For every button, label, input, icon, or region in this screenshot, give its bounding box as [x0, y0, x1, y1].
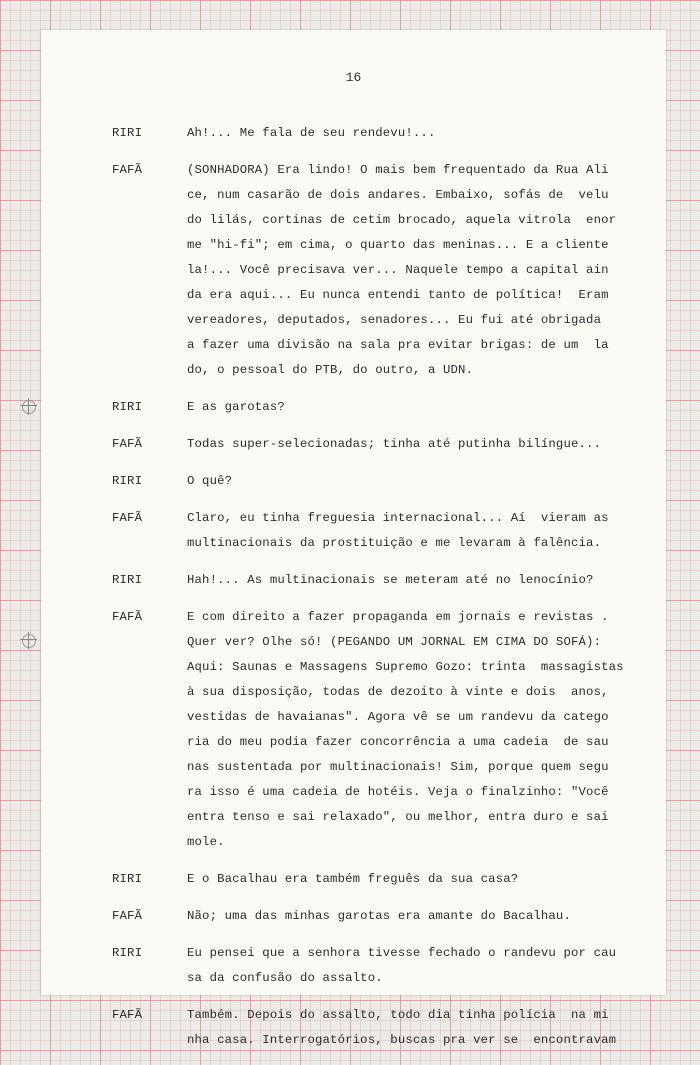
dialogue-entry	[41, 867, 666, 892]
dialogue-line: do lilás, cortinas de cetim brocado, aquela vitrola enor	[187, 213, 617, 227]
dialogue-line: E com direito a fazer propaganda em jornais e revistas .	[187, 610, 609, 624]
dialogue-line: me "hi-fi"; em cima, o quarto das meninas... E a cliente	[187, 238, 609, 252]
dialogue-entry	[41, 941, 666, 991]
dialogue-line: entra tenso e sai relaxado", ou melhor, entra duro e sai	[187, 810, 609, 824]
dialogue-text	[187, 867, 666, 892]
dialogue-line: sa da confusão do assalto.	[187, 971, 383, 985]
dialogue-line: mole.	[187, 835, 225, 849]
speaker-name: FAFÃ	[112, 610, 143, 624]
dialogue-text	[187, 395, 666, 420]
speaker-name: RIRI	[112, 126, 143, 140]
dialogue-line: Não; uma das minhas garotas era amante do Bacalhau.	[187, 909, 571, 923]
dialogue-entry	[41, 605, 666, 855]
speaker-name: FAFÃ	[112, 163, 143, 177]
dialogue-line: à sua disposição, todas de dezoito à vinte e dois anos,	[187, 685, 609, 699]
dialogue-entry	[41, 1003, 666, 1053]
dialogue-line: Hah!... As multinacionais se meteram até no lenocínio?	[187, 573, 594, 587]
registration-mark-icon	[22, 634, 36, 648]
dialogue-line: (SONHADORA) Era lindo! O mais bem frequentado da Rua Ali	[187, 163, 609, 177]
dialogue-line: do, o pessoal do PTB, do outro, a UDN.	[187, 363, 474, 377]
speaker-name: RIRI	[112, 474, 143, 488]
speaker-name: RIRI	[112, 946, 143, 960]
dialogue-entry	[41, 568, 666, 593]
dialogue-entry	[41, 506, 666, 556]
dialogue-text	[187, 121, 666, 146]
dialogue-line: ce, num casarão de dois andares. Embaixo, sofás de velu	[187, 188, 609, 202]
dialogue-text	[187, 506, 666, 556]
script-page	[41, 30, 666, 1047]
speaker-name: FAFÃ	[112, 1008, 143, 1022]
speaker-name: FAFÃ	[112, 511, 143, 525]
dialogue-text	[187, 605, 666, 855]
dialogue-entry	[41, 432, 666, 457]
speaker-name: RIRI	[112, 400, 143, 414]
speaker-name: FAFÃ	[112, 437, 143, 451]
speaker-name: RIRI	[112, 573, 143, 587]
dialogue-entry	[41, 121, 666, 146]
dialogue-entry	[41, 158, 666, 383]
dialogue-text	[187, 568, 666, 593]
dialogue-line: Todas super-selecionadas; tinha até putinha bilíngue...	[187, 437, 602, 451]
dialogue-line: multinacionais da prostituição e me levaram à falência.	[187, 536, 602, 550]
dialogue-line: da era aqui... Eu nunca entendi tanto de política! Eram	[187, 288, 609, 302]
dialogue-text	[187, 469, 666, 494]
dialogue-entry	[41, 469, 666, 494]
speaker-name: FAFÃ	[112, 909, 143, 923]
dialogue-line: ria do meu podia fazer concorrência a uma cadeia de sau	[187, 735, 609, 749]
dialogue-entry	[41, 395, 666, 420]
dialogue-line: nas sustentada por multinacionais! Sim, porque quem segu	[187, 760, 609, 774]
dialogue-entry	[41, 904, 666, 929]
dialogue-line: Ah!... Me fala de seu rendevu!...	[187, 126, 436, 140]
dialogue-text	[187, 432, 666, 457]
dialogue-text	[187, 941, 666, 991]
dialogue-line: vereadores, deputados, senadores... Eu fui até obrigada	[187, 313, 602, 327]
registration-mark-icon	[22, 400, 36, 414]
dialogue-line: la!... Você precisava ver... Naquele tempo a capital ain	[187, 263, 609, 277]
speaker-name: RIRI	[112, 872, 143, 886]
dialogue-line: vestidas de havaianas". Agora vê se um randevu da catego	[187, 710, 609, 724]
dialogue-line: nha casa. Interrogatórios, buscas pra ver se encontravam	[187, 1033, 617, 1047]
dialogue-line: a fazer uma divisão na sala pra evitar brigas: de um la	[187, 338, 609, 352]
dialogue-text	[187, 1003, 666, 1053]
dialogue-text	[187, 904, 666, 929]
page-number: 16	[345, 70, 362, 85]
dialogue-line: Claro, eu tinha freguesia internacional... Aí vieram as	[187, 511, 609, 525]
dialogue-line: Também. Depois do assalto, todo dia tinha polícia na mi	[187, 1008, 609, 1022]
dialogue-line: Eu pensei que a senhora tivesse fechado o randevu por cau	[187, 946, 617, 960]
dialogue-line: Quer ver? Olhe só! (PEGANDO UM JORNAL EM CIMA DO SOFÁ):	[187, 635, 602, 649]
script-body	[41, 121, 666, 1065]
dialogue-line: Aqui: Saunas e Massagens Supremo Gozo: trinta massagistas	[187, 660, 624, 674]
dialogue-text	[187, 158, 666, 383]
dialogue-line: E o Bacalhau era também freguês da sua casa?	[187, 872, 519, 886]
dialogue-line: O quê?	[187, 474, 233, 488]
dialogue-line: E as garotas?	[187, 400, 285, 414]
dialogue-line: ra isso é uma cadeia de hotéis. Veja o finalzinho: "Você	[187, 785, 609, 799]
